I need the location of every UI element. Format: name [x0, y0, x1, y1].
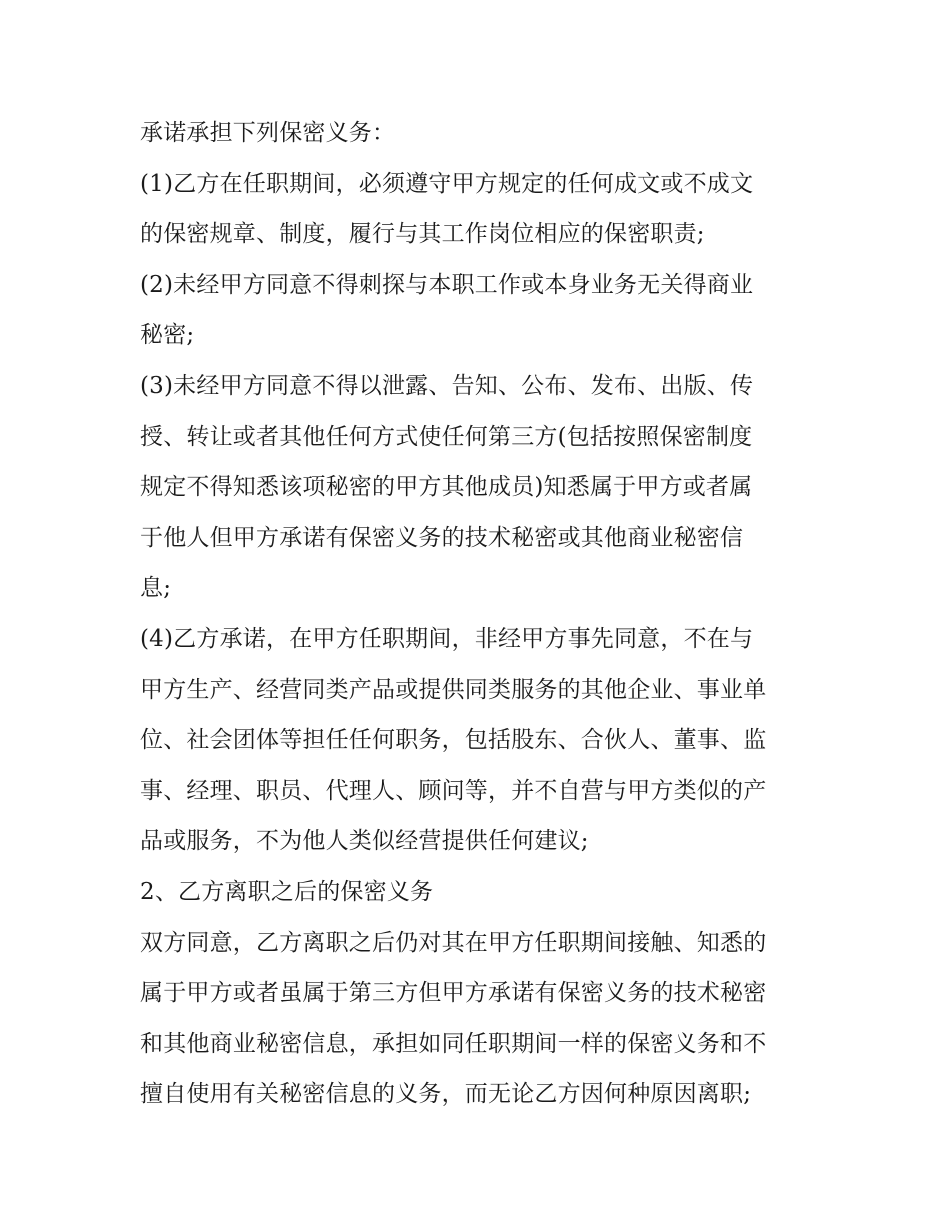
- text-line: (2)未经甲方同意不得刺探与本职工作或本身业务无关得商业: [140, 271, 754, 298]
- text-line: 息;: [140, 575, 172, 602]
- text-line: (4)乙方承诺，在甲方任职期间，非经甲方事先同意，不在与: [140, 625, 754, 652]
- text-line: 属于甲方或者虽属于第三方但甲方承诺有保密义务的技术秘密: [140, 980, 767, 1007]
- text-line: 于他人但甲方承诺有保密义务的技术秘密或其他商业秘密信: [140, 524, 744, 551]
- text-line: (3)未经甲方同意不得以泄露、告知、公布、发布、出版、传: [140, 372, 754, 399]
- text-line: 双方同意，乙方离职之后仍对其在甲方任职期间接触、知悉的: [140, 929, 767, 956]
- section-heading: 2、乙方离职之后的保密义务: [140, 878, 434, 905]
- text-line: 擅自使用有关秘密信息的义务，而无论乙方因何种原因离职;: [140, 1081, 752, 1108]
- document-body: [140, 108, 820, 1120]
- text-line: 位、社会团体等担任任何职务，包括股东、合伙人、董事、监: [140, 727, 767, 754]
- text-line: 事、经理、职员、代理人、顾问等，并不自营与甲方类似的产: [140, 777, 767, 804]
- text-line: 秘密;: [140, 322, 195, 349]
- text-line: 承诺承担下列保密义务：: [140, 120, 396, 146]
- text-line: 的保密规章、制度，履行与其工作岗位相应的保密职责;: [140, 221, 705, 248]
- text-line: 和其他商业秘密信息，承担如同任职期间一样的保密义务和不: [140, 1030, 767, 1057]
- text-line: 品或服务，不为他人类似经营提供任何建议;: [140, 828, 589, 855]
- text-line: 授、转让或者其他任何方式使任何第三方(包括按照保密制度: [140, 423, 753, 450]
- text-line: (1)乙方在任职期间，必须遵守甲方规定的任何成文或不成文: [140, 170, 754, 197]
- text-line: 规定不得知悉该项秘密的甲方其他成员)知悉属于甲方或者属: [140, 474, 753, 501]
- text-line: 甲方生产、经营同类产品或提供同类服务的其他企业、事业单: [140, 676, 767, 703]
